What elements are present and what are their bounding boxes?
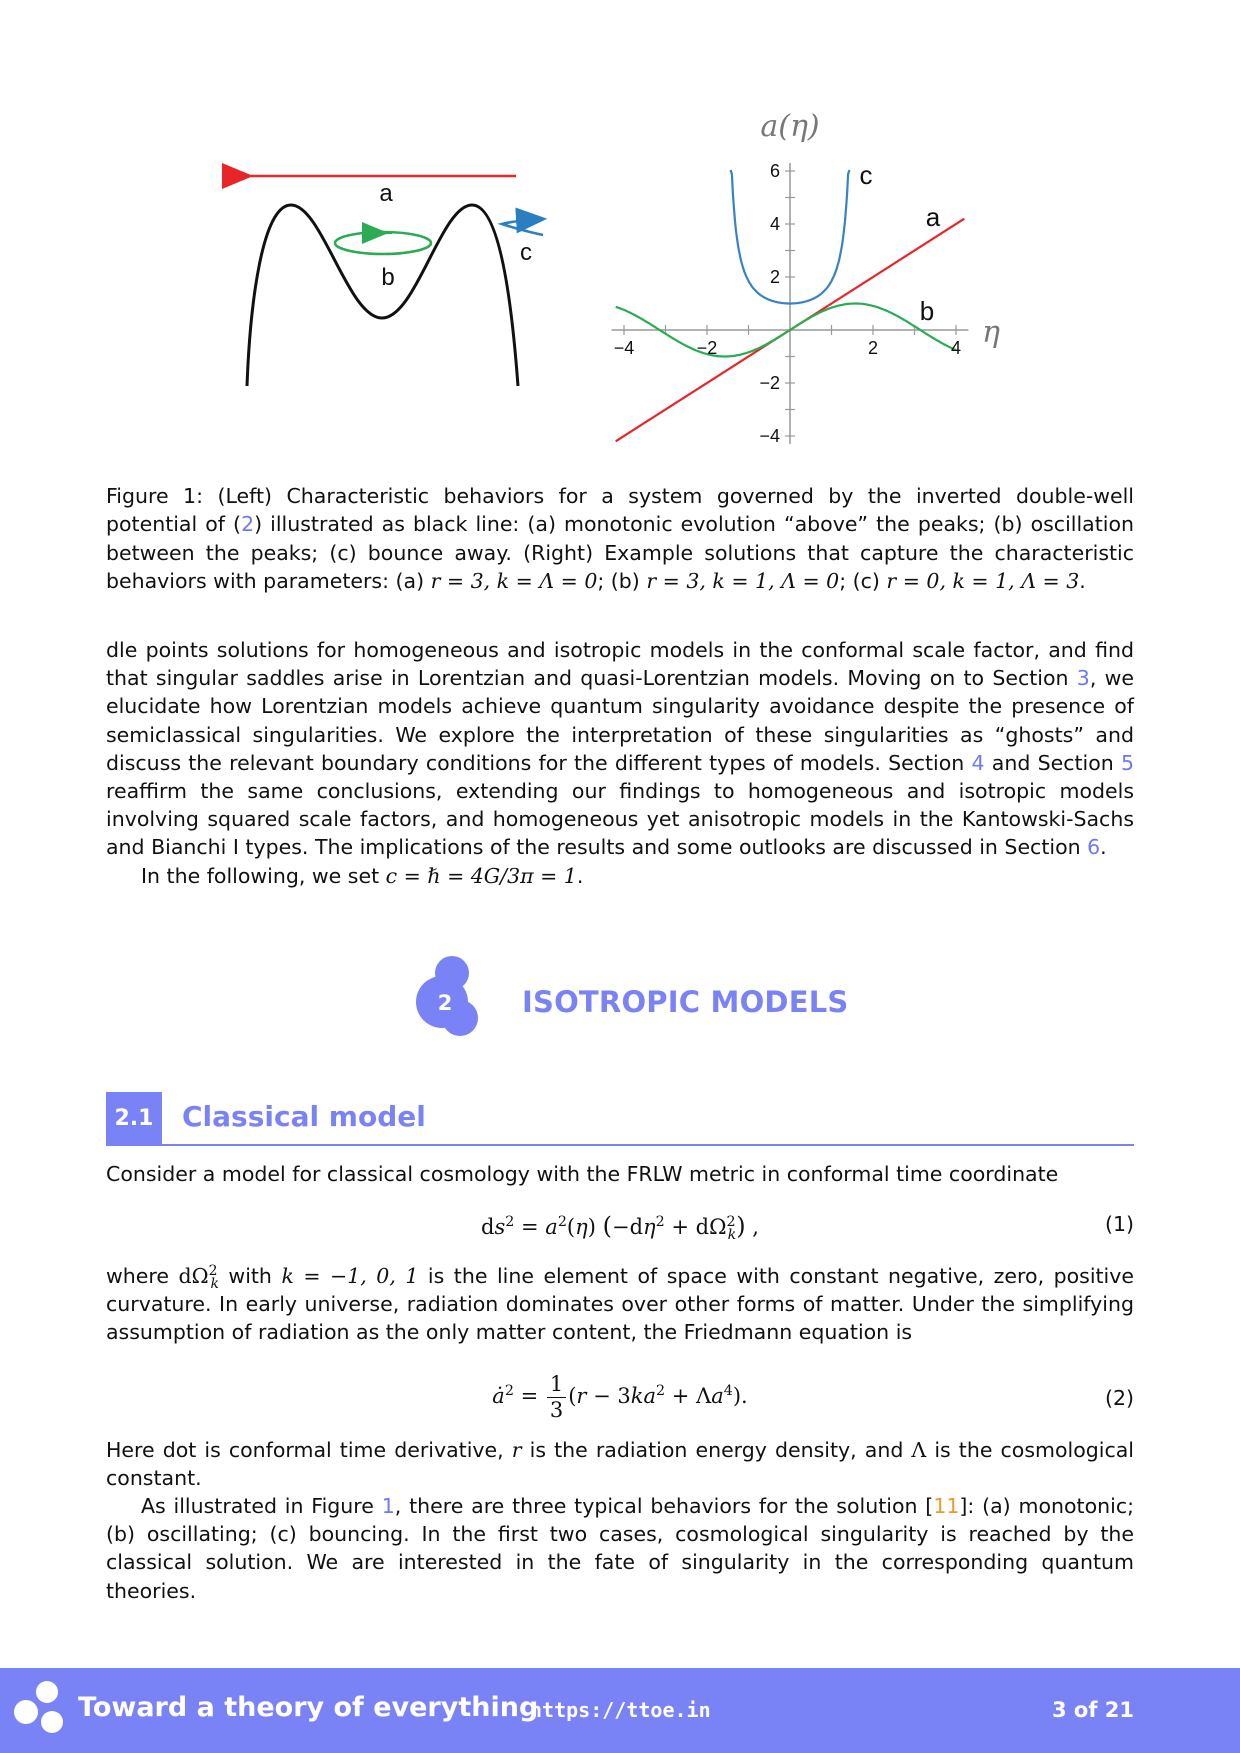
orbit-b bbox=[335, 232, 431, 254]
plot-xlabel: η bbox=[982, 315, 1000, 350]
equation-1-expr: $ds^2 = a^2(\eta) (-d\eta^2 + d\Omega^2_k)$ , bbox=[481, 1212, 759, 1244]
equation-1-number: (1) bbox=[1104, 1212, 1134, 1236]
para-text: . bbox=[576, 864, 584, 888]
params-a: r = 3, k = Λ = 0 bbox=[430, 569, 598, 594]
equation-2-number: (2) bbox=[1104, 1386, 1134, 1410]
y-tick-label: −4 bbox=[759, 426, 780, 446]
section-ref-5[interactable]: 5 bbox=[1120, 750, 1135, 775]
subsection-number: 2.1 bbox=[106, 1092, 162, 1144]
series-label-a: a bbox=[925, 202, 941, 232]
subsection-header bbox=[106, 1092, 1134, 1146]
journal-url[interactable]: https://ttoe.in bbox=[530, 1698, 711, 1722]
x-tick-label: −2 bbox=[696, 338, 718, 358]
intro-paragraph bbox=[106, 636, 1134, 862]
y-tick-label: 2 bbox=[769, 267, 780, 287]
para-text: , we elucidate how Lorentzian models achieve quantum singularity avoidance despite the presence of semiclassical singularities. We explore the interpretation of these singularities as “ghosts” and discuss the relevant boundary conditions for the different types of models. Section bbox=[106, 666, 1135, 775]
para-text: dle points solutions for homogeneous and isotropic models in the conformal scale factor, and find that singular saddles arise in Lorentzian and quasi-Lorentzian models. Moving on to Section bbox=[106, 638, 1134, 691]
behaviors-paragraph bbox=[106, 1492, 1134, 1605]
label-b: b bbox=[381, 264, 395, 291]
page-number: 3 of 21 bbox=[1051, 1698, 1134, 1722]
figure-caption bbox=[106, 482, 1134, 596]
caption-text: ; (b) bbox=[597, 569, 647, 594]
y-tick-label: 4 bbox=[769, 214, 780, 234]
para-text: , there are three typical behaviors for the solution [ bbox=[394, 1494, 934, 1518]
x-tick-label: −4 bbox=[613, 338, 635, 358]
series-label-c: c bbox=[859, 160, 873, 190]
r-math: r bbox=[511, 1438, 522, 1462]
para-text: and Section bbox=[984, 750, 1121, 775]
figure-1 bbox=[0, 0, 1240, 470]
section-ref-3[interactable]: 3 bbox=[1076, 666, 1090, 691]
section-number: 2 bbox=[437, 991, 453, 1015]
arrow-c bbox=[502, 219, 543, 235]
citation-11[interactable]: 11 bbox=[933, 1494, 960, 1518]
figure-ref-1[interactable]: 1 bbox=[381, 1494, 395, 1518]
caption-text: . bbox=[1079, 569, 1086, 594]
para-text: is the cosmological constant. bbox=[106, 1438, 1135, 1491]
section-title: ISOTROPIC MODELS bbox=[522, 985, 849, 1019]
para-text: reaffirm the same conclusions, extending our findings to homogeneous and isotropic models involving squared scale factors, and homogeneous yet anisotropic models in the Kantowski-Sachs and Bianchi I types. The implications of the results and some outlooks are discussed in Section bbox=[106, 779, 1134, 860]
caption-text: Figure 1: (Left) Characteristic behaviors for a system governed by the inverted double-well potential of ( bbox=[106, 484, 1134, 537]
k-values-math: k = −1, 0, 1 bbox=[281, 1264, 419, 1288]
params-c: r = 0, k = 1, Λ = 3 bbox=[886, 569, 1080, 594]
para-text: . bbox=[1100, 835, 1107, 860]
page-footer bbox=[0, 1668, 1240, 1753]
y-tick-label: −2 bbox=[759, 373, 780, 393]
para-text: with bbox=[218, 1264, 282, 1288]
x-tick-label: 2 bbox=[867, 338, 879, 358]
para-text: ]: (a) monotonic; (b) oscillating; (c) bouncing. In the first two cases, cosmological singularity is reached by the classical solution. We are interested in the fate of singularity in the corresponding quantum theories. bbox=[106, 1494, 1134, 1603]
para-text: is the radiation energy density, and bbox=[521, 1438, 912, 1462]
eq-ref-2[interactable]: 2 bbox=[241, 512, 255, 537]
subsection-title: Classical model bbox=[182, 1100, 426, 1133]
section-ref-6[interactable]: 6 bbox=[1087, 835, 1101, 860]
label-a: a bbox=[379, 180, 393, 207]
line-element-math: $d\Omega^2_k$ bbox=[178, 1263, 219, 1293]
equation-2 bbox=[106, 1368, 1134, 1428]
para-text: Here dot is conformal time derivative, bbox=[106, 1438, 512, 1462]
caption-text: ) illustrated as black line: (a) monotonic evolution “above” the peaks; (b) oscillation between the peaks; (c) bounce away. (Right) Example solutions that capture the characteristic behaviors with parameters: (a) bbox=[106, 512, 1134, 594]
caption-text: ; (c) bbox=[839, 569, 887, 594]
units-paragraph bbox=[106, 862, 1134, 890]
logo-icon bbox=[12, 1678, 68, 1738]
potential-diagram bbox=[247, 176, 543, 386]
series-label-b: b bbox=[919, 296, 935, 326]
para-text: is the line element of space with constant negative, zero, positive curvature. In early universe, radiation dominates over other forms of matter. Under the simplifying assumption of radiation as the only matter content, the Friedmann equation is bbox=[106, 1264, 1134, 1345]
equation-2-expr: $ȧ^2$ = $\frac{1}{3}$ $(r - 3ka^2 + \Lambda a^4)$. bbox=[492, 1372, 748, 1422]
definitions-paragraph bbox=[106, 1436, 1134, 1492]
solutions-plot bbox=[612, 109, 1000, 446]
para-text: Consider a model for classical cosmology with the FRLW metric in conformal time coordinate bbox=[106, 1162, 1059, 1186]
plot-ylabel: a(η) bbox=[760, 109, 820, 144]
section-ref-4[interactable]: 4 bbox=[971, 750, 985, 775]
equation-1 bbox=[106, 1204, 1134, 1248]
para-text: As illustrated in Figure bbox=[141, 1494, 382, 1518]
params-b: r = 3, k = 1, Λ = 0 bbox=[646, 569, 840, 594]
section-badge bbox=[400, 955, 490, 1039]
units-math: c = ℏ = 4G/3π = 1 bbox=[385, 864, 577, 888]
curvature-paragraph bbox=[106, 1262, 1134, 1347]
metric-intro-paragraph bbox=[106, 1160, 1134, 1188]
lambda-math: Λ bbox=[911, 1438, 927, 1462]
para-text: In the following, we set bbox=[141, 864, 386, 888]
x-tick-label: 4 bbox=[950, 338, 962, 358]
y-tick-label: 6 bbox=[769, 161, 780, 181]
journal-title: Toward a theory of everything bbox=[78, 1692, 539, 1723]
para-text: where bbox=[106, 1264, 179, 1288]
label-c: c bbox=[520, 239, 532, 266]
